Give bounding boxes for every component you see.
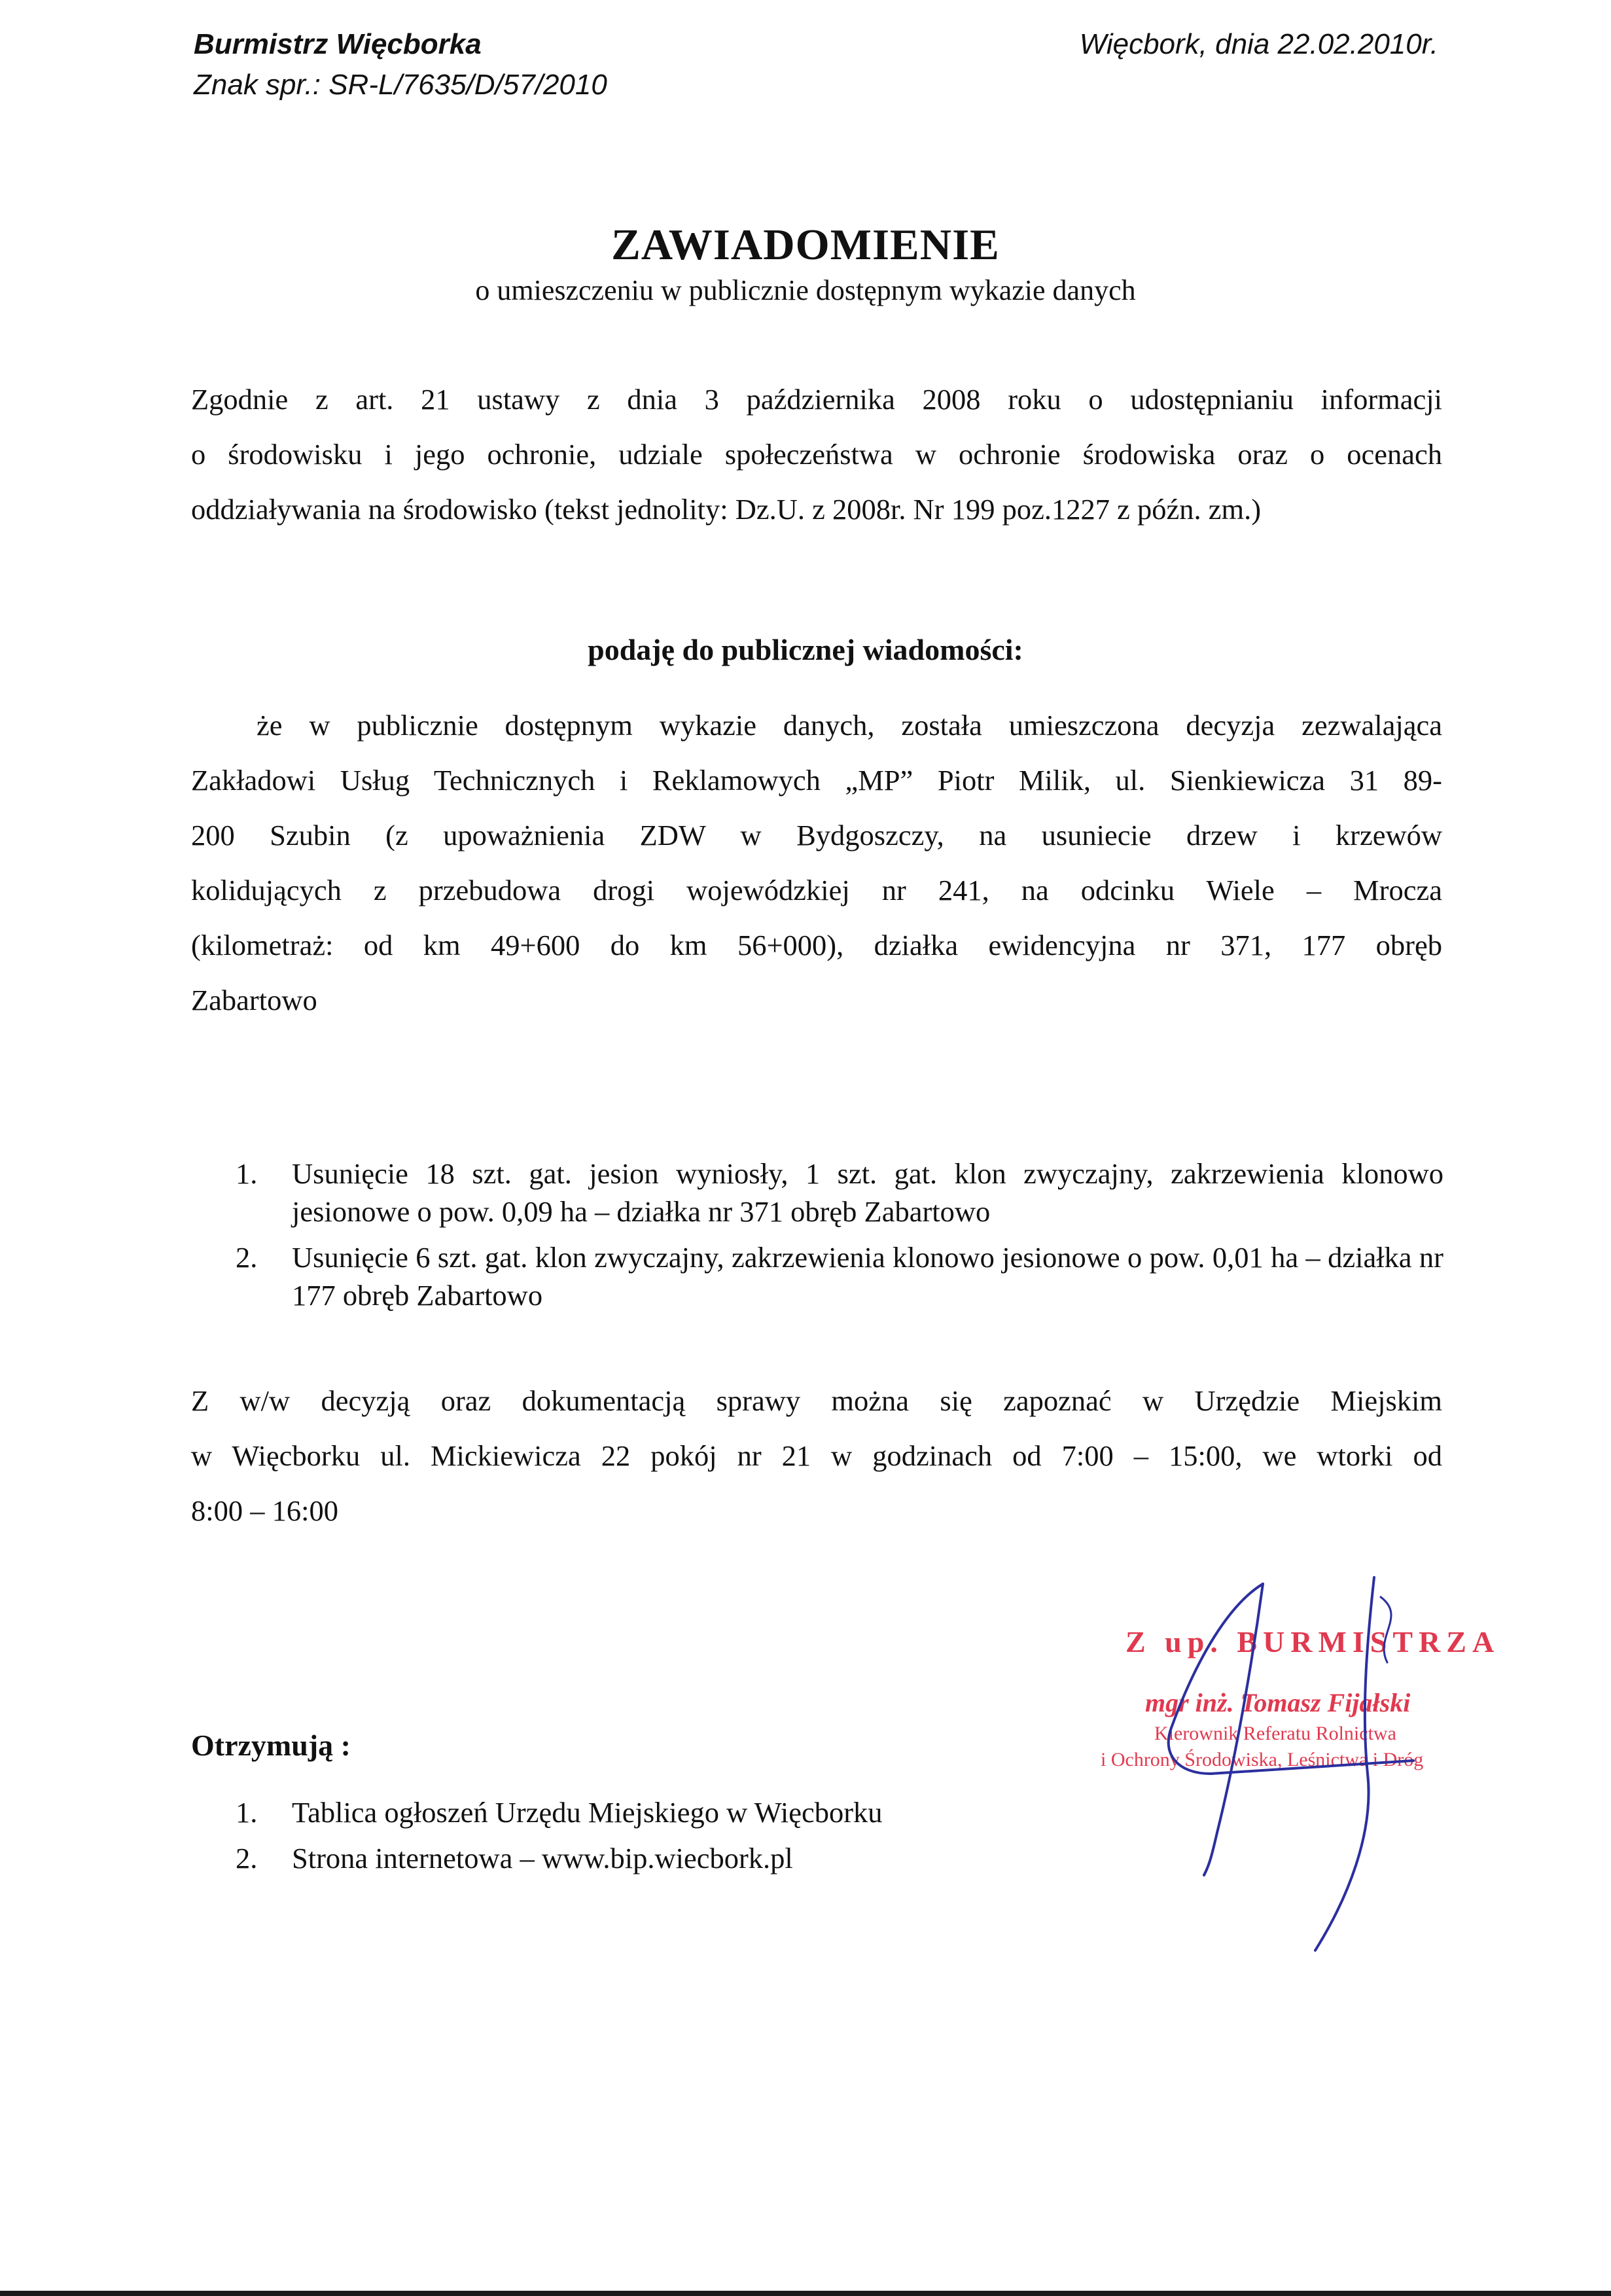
decision-line: 200 Szubin (z upoważnienia ZDW w Bydgoszczy, na usuniecie drzew i krzewów: [191, 819, 1442, 852]
access-line: 8:00 – 16:00: [191, 1494, 338, 1527]
legal-basis-line: Zgodnie z art. 21 ustawy z dnia 3 października 2008 roku o udostępnianiu informacji: [191, 383, 1442, 416]
list-item-number: 2.: [236, 1842, 258, 1874]
decision-line: Zakładowi Usług Technicznych i Reklamowych „MP” Piotr Milik, ul. Sienkiewicza 31 89-: [191, 764, 1442, 797]
list-item-number: 2.: [236, 1241, 258, 1274]
decision-line: że w publicznie dostępnym wykazie danych, została umieszczona decyzja zezwalająca: [257, 709, 1442, 742]
announcement-heading: podaję do publicznej wiadomości:: [588, 633, 1023, 666]
scan-edge: [0, 2291, 1611, 2296]
list-item-text: Usunięcie 18 szt. gat. jesion wyniosły, 1 szt. gat. klon zwyczajny, zakrzewienia klonowo jesionowe o pow. 0,09 ha – działka nr 371 obręb Zabartowo: [292, 1157, 1443, 1228]
recipients-list: [236, 1793, 1443, 1885]
stamp-signatory-name: mgr inż. Tomasz Fijałski: [1145, 1688, 1411, 1717]
decision-line: Zabartowo: [191, 984, 317, 1016]
decision-line: (kilometraż: od km 49+600 do km 56+000), działka ewidencyjna nr 371, 177 obręb: [191, 929, 1442, 961]
access-paragraph: [191, 1373, 1442, 1538]
list-item-text: Usunięcie 6 szt. gat. klon zwyczajny, zakrzewienia klonowo jesionowe o pow. 0,01 ha – działka nr 177 obręb Zabartowo: [292, 1241, 1443, 1312]
list-item: [236, 1238, 1443, 1314]
list-item-number: 1.: [236, 1157, 258, 1190]
issuer-name: Burmistrz Więcborka: [194, 28, 482, 60]
stamp-authority: Z up. BURMISTRZA: [1125, 1625, 1500, 1659]
stamp-position: Kierownik Referatu Rolnictwa: [1154, 1723, 1396, 1744]
list-item: [236, 1839, 1443, 1877]
document-subtitle: o umieszczeniu w publicznie dostępnym wykazie danych: [475, 274, 1136, 306]
list-item: [236, 1155, 1443, 1230]
case-reference: Znak spr.: SR-L/7635/D/57/2010: [194, 69, 607, 101]
official-stamp: [1073, 1610, 1500, 1950]
stamp-department: i Ochrony Środowiska, Leśnictwa i Dróg: [1101, 1749, 1424, 1770]
legal-basis-line: oddziaływania na środowisko (tekst jednolity: Dz.U. z 2008r. Nr 199 poz.1227 z późn. zm.): [191, 493, 1262, 526]
access-line: Z w/w decyzją oraz dokumentacją sprawy można się zapoznać w Urzędzie Miejskim: [191, 1384, 1442, 1417]
legal-basis-paragraph: [191, 372, 1442, 537]
place-and-date: Więcbork, dnia 22.02.2010r.: [1079, 28, 1438, 60]
decision-paragraph: [191, 698, 1442, 1028]
list-item-text: Tablica ogłoszeń Urzędu Miejskiego w Więcborku: [292, 1796, 883, 1829]
legal-basis-line: o środowisku i jego ochronie, udziale społeczeństwa w ochronie środowiska oraz o ocenach: [191, 438, 1442, 471]
list-item-number: 1.: [236, 1796, 258, 1829]
document-title: ZAWIADOMIENIE: [611, 221, 1000, 269]
decision-line: kolidujących z przebudowa drogi wojewódzkiej nr 241, na odcinku Wiele – Mrocza: [191, 874, 1442, 906]
recipients-heading: Otrzymują :: [191, 1729, 351, 1762]
access-line: w Więcborku ul. Mickiewicza 22 pokój nr 21 w godzinach od 7:00 – 15:00, we wtorki od: [191, 1439, 1442, 1472]
list-item-text: Strona internetowa – www.bip.wiecbork.pl: [292, 1842, 793, 1874]
list-item: [236, 1793, 1443, 1831]
decision-items-list: [236, 1155, 1443, 1322]
